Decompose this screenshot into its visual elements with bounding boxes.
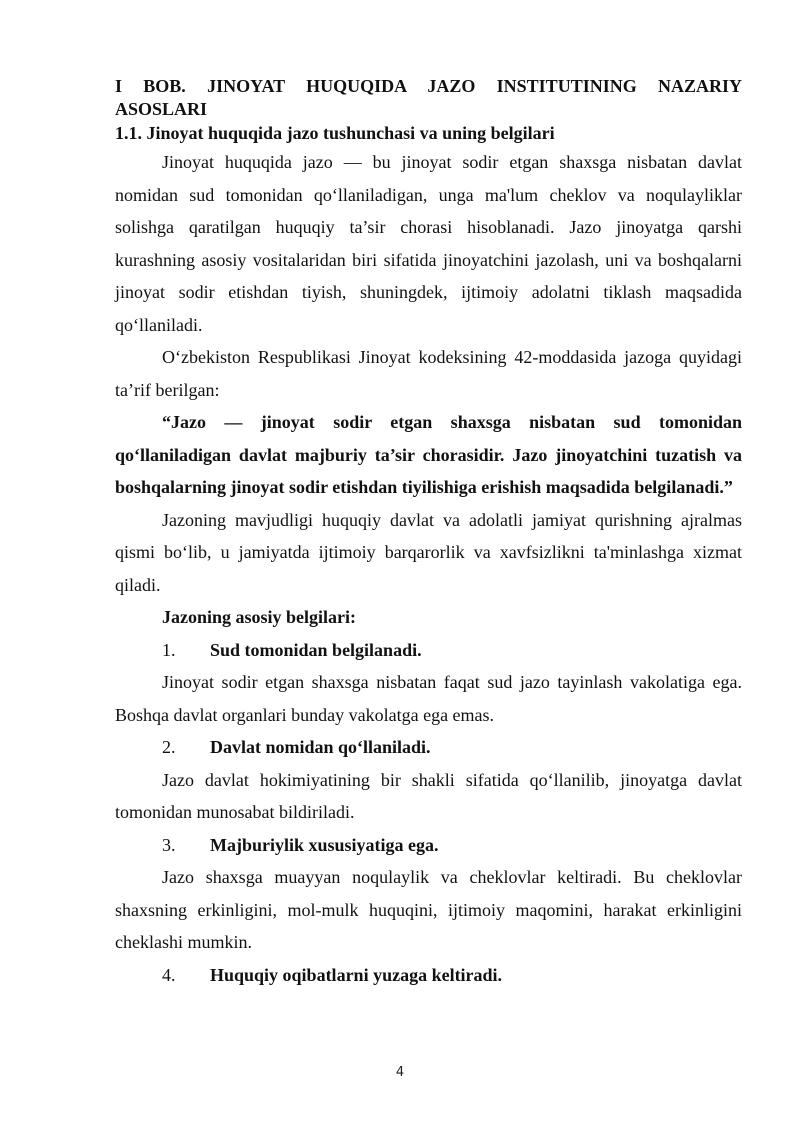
list-item-number: 4.: [162, 964, 176, 985]
chapter-title: [115, 75, 742, 121]
section-title: 1.1. Jinoyat huquqida jazo tushunchasi va uning belgilari: [115, 123, 555, 143]
paragraph-definition: Jinoyat huquqida jazo — bu jinoyat sodir etgan shaxsga nisbatan davlat nomidan sud tomonidan qo‘llaniladigan, unga ma'lum cheklov va noqulayliklar solishga qaratilgan huquqiy ta’sir chorasi hisoblanadi. Jazo jinoyatga qarshi kurashning asosiy vositalaridan biri sifatida jinoyatchini jazolash, uni va boshqalarni jinoyat sodir etishdan tiyish, shuningdek, ijtimoiy adolatni tiklash maqsadida qo‘llaniladi.: [115, 152, 742, 335]
chapter-title-line2: ASOSLARI: [115, 99, 208, 119]
paragraph-significance: Jazoning mavjudligi huquqiy davlat va adolatli jamiyat qurishning ajralmas qismi bo‘lib, u jamiyatda ijtimoiy barqarorlik va xavfsizlikni ta'minlashga xizmat qiladi.: [115, 509, 742, 595]
paragraph-code-reference: O‘zbekiston Respublikasi Jinoyat kodeksining 42-moddasida jazoga quyidagi ta’rif berilgan:: [115, 347, 742, 400]
list-item-number: 3.: [162, 834, 176, 855]
list-item-title: Huquqiy oqibatlarni yuzaga keltiradi.: [210, 964, 503, 985]
document-page: [115, 75, 742, 991]
list-item-2: [115, 731, 742, 764]
paragraph-quote: “Jazo — jinoyat sodir etgan shaxsga nisbatan sud tomonidan qo‘llaniladigan davlat majburiy ta’sir chorasidir. Jazo jinoyatchini tuzatish va boshqalarning jinoyat sodir etishdan tiyilishiga erishish maqsadida belgilanadi.”: [115, 412, 742, 497]
list-item-1: [115, 634, 742, 667]
list-item-title: Majburiylik xususiyatiga ega.: [210, 834, 439, 855]
page-number: 4: [395, 1065, 405, 1080]
list-item-text: Jinoyat sodir etgan shaxsga nisbatan faqat sud jazo tayinlash vakolatiga ega. Boshqa davlat organlari bunday vakolatga ega emas.: [115, 672, 742, 725]
list-item-title: Davlat nomidan qo‘llaniladi.: [210, 737, 431, 757]
list-item-number: 1.: [162, 639, 176, 660]
list-item-3: [115, 829, 742, 862]
list-item-title: Sud tomonidan belgilanadi.: [210, 639, 422, 660]
list-item-4: [115, 959, 742, 992]
list-item-number: 2.: [162, 737, 176, 757]
list-item-text: Jazo shaxsga muayyan noqulaylik va cheklovlar keltiradi. Bu cheklovlar shaxsning erkinligini, mol-mulk huquqini, ijtimoiy maqomini, harakat erkinligini cheklashi mumkin.: [115, 867, 742, 952]
list-item-text: Jazo davlat hokimiyatining bir shakli sifatida qo‘llanilib, jinoyatga davlat tomonidan munosabat bildiriladi.: [115, 769, 742, 822]
features-heading: Jazoning asosiy belgilari:: [162, 607, 357, 627]
chapter-title-line1: I BOB. JINOYAT HUQUQIDA JAZO INSTITUTINING NAZARIY: [115, 76, 742, 96]
